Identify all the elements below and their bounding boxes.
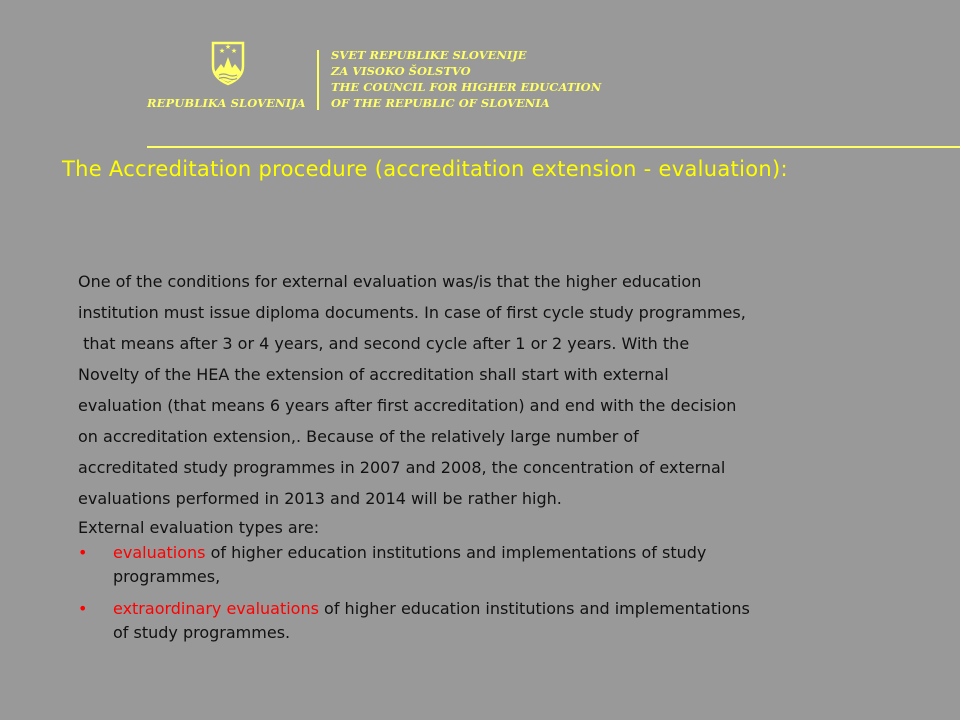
paragraph-line: evaluations performed in 2013 and 2014 will be rather high. <box>78 489 562 508</box>
svg-text:★: ★ <box>218 47 226 55</box>
coat-of-arms-icon <box>210 40 246 86</box>
bullet-highlight: extraordinary evaluations <box>113 599 319 618</box>
bullet-line: of study programmes. <box>113 623 291 642</box>
paragraph-line: evaluation (that means 6 years after first accreditation) and end with the decision <box>78 396 737 415</box>
bullet-text: of higher education institutions and implementations <box>318 599 750 618</box>
paragraph-line: Novelty of the HEA the extension of accreditation shall start with external <box>78 365 669 384</box>
council-line: SVET REPUBLIKE SLOVENIJE <box>331 48 527 62</box>
bullet-text: of higher education institutions and implementations of study <box>205 543 707 562</box>
bullet-dot-icon: • <box>78 543 88 562</box>
paragraph-line: that means after 3 or 4 years, and second cycle after 1 or 2 years. With the <box>78 334 690 353</box>
bullet-item <box>78 541 918 589</box>
paragraph-line: on accreditation extension,. Because of the relatively large number of <box>78 427 639 446</box>
paragraph-line: One of the conditions for external evaluation was/is that the higher education <box>78 272 702 291</box>
paragraph <box>78 266 918 514</box>
bullet-highlight: evaluations <box>113 543 206 562</box>
bullet-line <box>113 541 918 565</box>
bullet-line: programmes, <box>113 567 221 586</box>
slide-body <box>78 266 918 653</box>
council-line: ZA VISOKO ŠOLSTVO <box>331 64 471 78</box>
council-line: THE COUNCIL FOR HIGHER EDUCATION <box>331 80 602 94</box>
bullet-line <box>113 597 918 621</box>
republic-name: REPUBLIKA SLOVENIJA <box>147 96 306 110</box>
paragraph-line: institution must issue diploma documents. In case of first cycle study programmes, <box>78 303 746 322</box>
council-line: OF THE REPUBLIC OF SLOVENIA <box>331 96 550 110</box>
bullet-item <box>78 597 918 645</box>
paragraph-line: accreditated study programmes in 2007 and 2008, the concentration of external <box>78 458 726 477</box>
slide-title: The Accreditation procedure (accreditation extension - evaluation): <box>62 157 788 181</box>
header-rule <box>147 146 960 148</box>
svg-text:★: ★ <box>230 47 238 55</box>
header-divider <box>317 50 319 110</box>
slide-header <box>0 0 960 150</box>
types-label: External evaluation types are: <box>78 518 320 537</box>
bullet-dot-icon: • <box>78 599 88 618</box>
council-name <box>331 47 601 111</box>
svg-text:★: ★ <box>224 43 232 51</box>
